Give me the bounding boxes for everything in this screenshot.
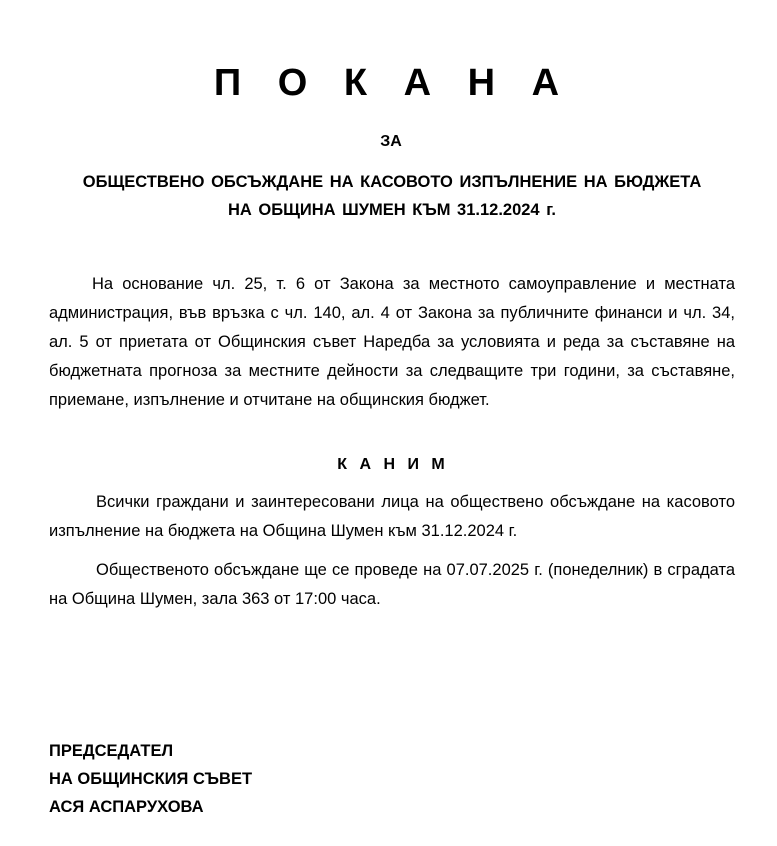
legal-basis-paragraph: На основание чл. 25, т. 6 от Закона за местното самоуправление и местната администрация, във връзка с чл. 140, ал. 4 от Закона за публичните финанси и чл. 34, ал. 5 от приетата от Общинския съвет Наредба за условията и реда за съставяне на бюджетната прогноза за местните дейности за следващите три години, за съставяне, приемане, изпълнение и отчитане на общинския бюджет. xyxy=(49,275,735,409)
for-label: ЗА xyxy=(380,133,402,150)
invite-heading: К А Н И М xyxy=(337,456,449,473)
subtitle-line-2: НА ОБЩИНА ШУМЕН КЪМ 31.12.2024 г. xyxy=(227,201,556,219)
event-details-paragraph: Общественото обсъждане ще се проведе на 07.07.2025 г. (понеделник) в сградата на Община Шумен, зала 363 от 17:00 часа. xyxy=(49,561,735,608)
signature-body: НА ОБЩИНСКИЯ СЪВЕТ xyxy=(49,770,253,788)
document-title: П О К А Н А xyxy=(213,62,573,104)
subtitle-line-1: ОБЩЕСТВЕНО ОБСЪЖДАНЕ НА КАСОВОТО ИЗПЪЛНЕНИЕ НА БЮДЖЕТА xyxy=(82,173,702,191)
invitees-paragraph: Всички граждани и заинтересовани лица на обществено обсъждане на касовото изпълнение на бюджета на Община Шумен към 31.12.2024 г. xyxy=(49,493,735,540)
signature-block xyxy=(49,737,252,821)
signature-position: ПРЕДСЕДАТЕЛ xyxy=(49,742,174,760)
document-subtitle xyxy=(0,168,777,224)
signature-name: АСЯ АСПАРУХОВА xyxy=(49,798,204,816)
